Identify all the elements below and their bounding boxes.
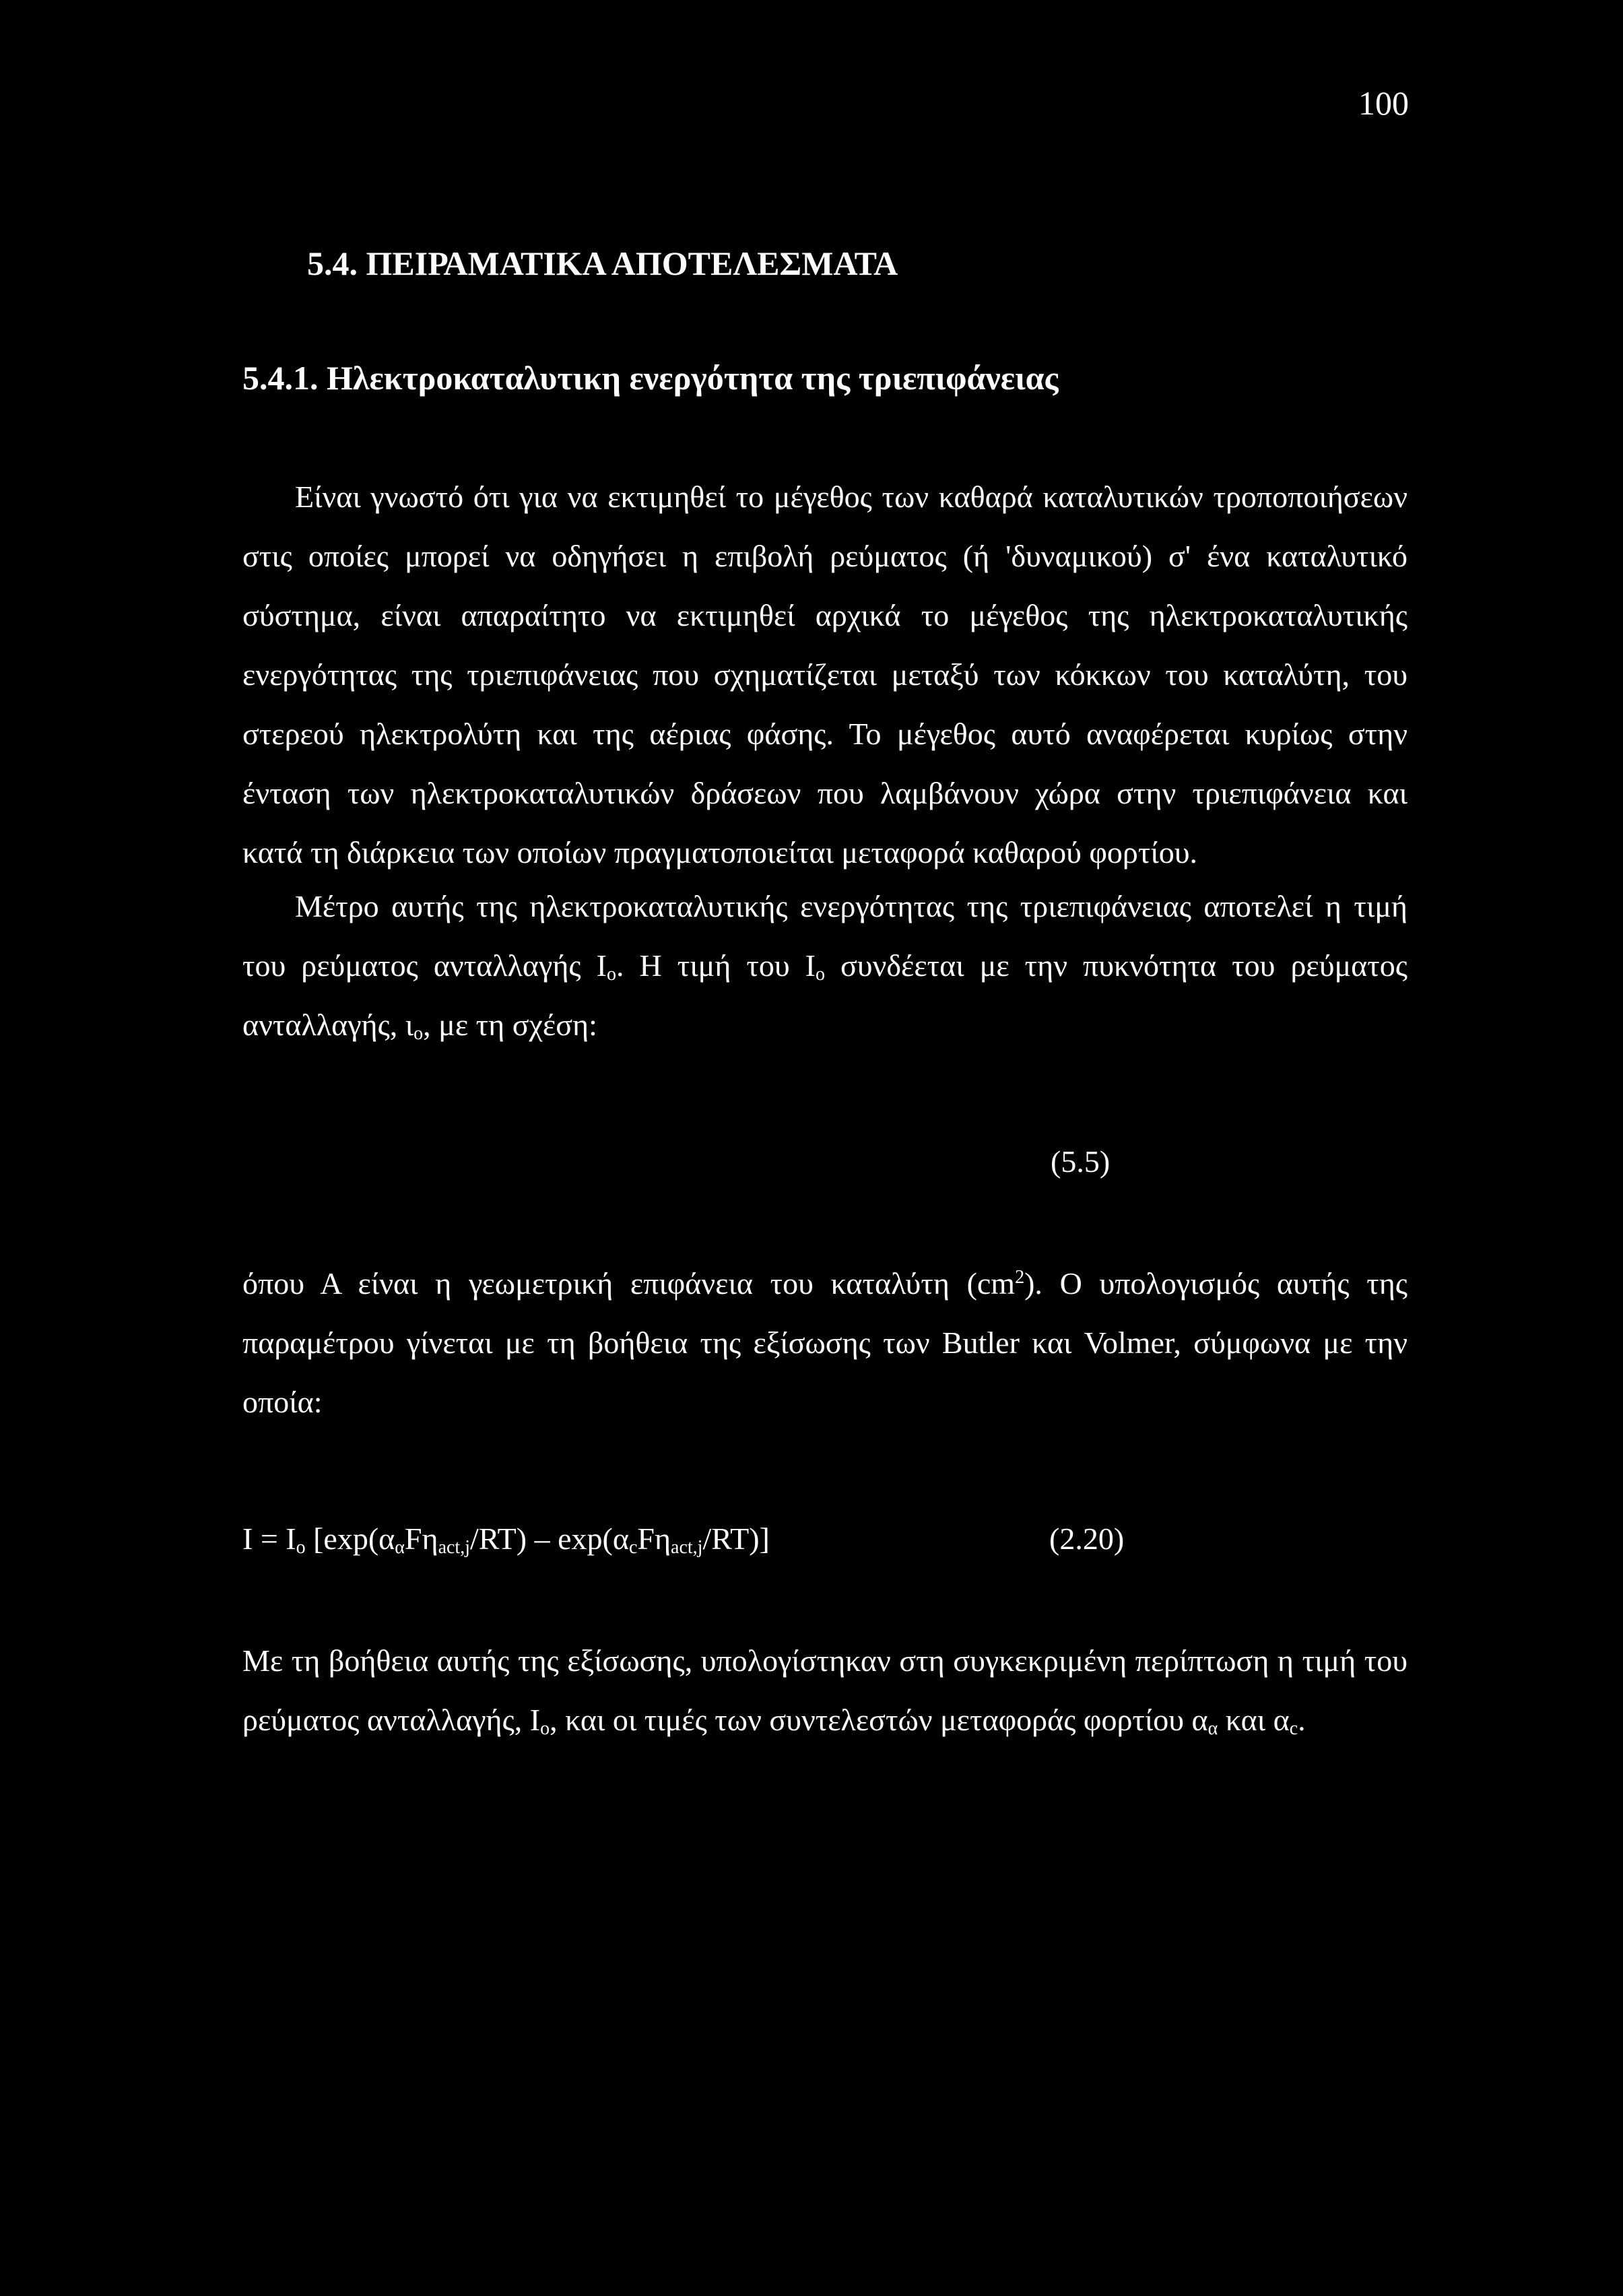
text-run: συνδέεται με την πυκνότητα του ρεύματος [824, 948, 1407, 983]
subscript: o [815, 964, 825, 985]
butler-volmer-equation [242, 1521, 770, 1556]
paragraph-intro [242, 467, 1407, 882]
paragraph-line: παραμέτρου γίνεται με τη βοήθεια της εξίσωσης των Butler και Volmer, σύμφωνα με την [242, 1325, 1407, 1360]
paragraph-line [242, 995, 1407, 1055]
subscript: o [606, 964, 616, 985]
paragraph-line: οποία: [242, 1385, 323, 1419]
subscript: o [413, 1023, 424, 1044]
equation-label: (2.20) [1049, 1521, 1125, 1556]
text-run: , με τη σχέση: [423, 1008, 597, 1042]
paragraph-line [242, 1691, 1407, 1750]
equation-text: /RT)] [702, 1521, 770, 1556]
paragraph-exchange-current [242, 877, 1407, 1055]
text-run: ρεύματος ανταλλαγής, I [242, 1703, 541, 1737]
paragraph-line: σύστημα, είναι απαραίτητο να εκτιμηθεί αρχικά το μέγεθος της ηλεκτροκαταλυτικής [242, 598, 1407, 632]
equation-text: [exp(α [305, 1521, 395, 1556]
subsection-heading: 5.4.1. Ηλεκτροκαταλυτικη ενεργότητα της τριεπιφάνειας [242, 359, 1059, 397]
subscript: c [628, 1537, 638, 1558]
superscript: 2 [1015, 1267, 1025, 1288]
text-run: όπου Α είναι η γεωμετρική επιφάνεια του καταλύτη (cm [242, 1266, 1016, 1301]
subscript: act,j [671, 1537, 703, 1558]
subscript: act,j [438, 1537, 470, 1558]
section-heading: 5.4. ΠΕΙΡΑΜΑΤΙΚΑ ΑΠΟΤΕΛΕΣΜΑΤΑ [307, 244, 898, 282]
text-run: , και οι τιμές των συντελεστών μεταφοράς φορτίου α [550, 1703, 1208, 1737]
subscript: α [1207, 1718, 1218, 1739]
equation-text: Fη [404, 1521, 438, 1556]
text-run: . Η τιμή του I [616, 948, 816, 983]
paragraph-line [242, 1254, 1407, 1313]
paragraph-line: ενεργότητας της τριεπιφάνειας που σχηματίζεται μεταξύ των κόκκων του καταλύτη, του [242, 657, 1407, 692]
equation-text: /RT) – exp(α [469, 1521, 629, 1556]
subscript: o [296, 1537, 306, 1558]
equation-label: (5.5) [1051, 1144, 1111, 1179]
text-run: . [1298, 1703, 1306, 1737]
text-run: του ρεύματος ανταλλαγής I [242, 948, 607, 983]
paragraph-line: Είναι γνωστό ότι για να εκτιμηθεί το μέγεθος των καθαρά καταλυτικών τροποποιήσεων [295, 480, 1407, 514]
equation-text: I = I [242, 1521, 296, 1556]
subscript: α [395, 1537, 405, 1558]
subscript: o [540, 1718, 550, 1739]
subscript: c [1289, 1718, 1298, 1739]
page-number: 100 [1358, 84, 1409, 122]
paragraph-line: Μέτρο αυτής της ηλεκτροκαταλυτικής ενεργότητας της τριεπιφάνειας αποτελεί η τιμή [295, 889, 1407, 923]
text-run: ανταλλαγής, ι [242, 1008, 414, 1042]
paragraph-line: στις οποίες μπορεί να οδηγήσει η επιβολή ρεύματος (ή 'δυναμικού) σ' ένα καταλυτικό [242, 539, 1407, 573]
text-run: και α [1218, 1703, 1290, 1737]
text-run: ). Ο υπολογισμός αυτής της [1024, 1266, 1407, 1301]
paragraph-line: ένταση των ηλεκτροκαταλυτικών δράσεων που λαμβάνουν χώρα στην τριεπιφάνεια και [242, 776, 1407, 810]
paragraph-area [242, 1254, 1407, 1432]
paragraph-line: στερεού ηλεκτρολύτη και της αέριας φάσης. Το μέγεθος αυτό αναφέρεται κυρίως στην [242, 717, 1407, 751]
paragraph-results [242, 1631, 1407, 1750]
paragraph-line: Με τη βοήθεια αυτής της εξίσωσης, υπολογίστηκαν στη συγκεκριμένη περίπτωση η τιμή του [242, 1643, 1407, 1678]
paragraph-line [242, 936, 1407, 995]
equation-text: Fη [637, 1521, 671, 1556]
paragraph-line: κατά τη διάρκεια των οποίων πραγματοποιείται μεταφορά καθαρού φορτίου. [242, 835, 1197, 870]
